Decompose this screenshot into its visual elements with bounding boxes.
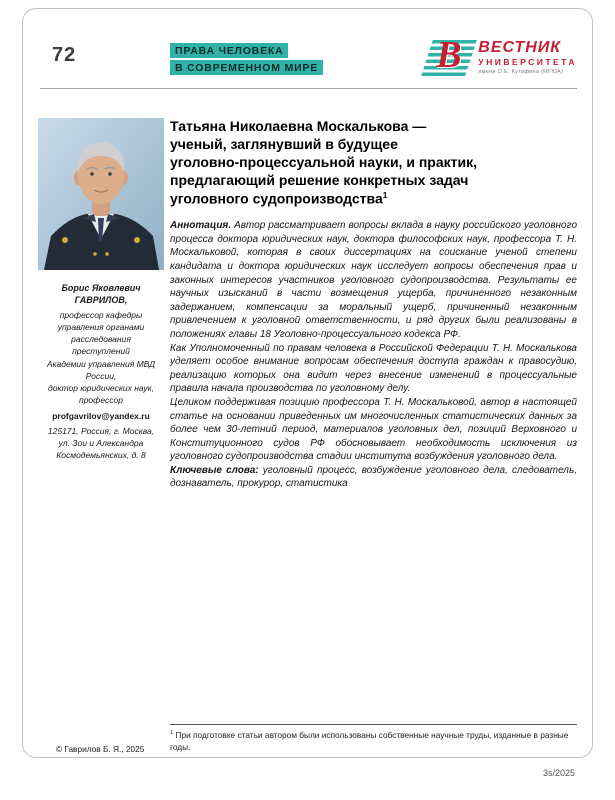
author-email: profgavrilov@yandex.ru bbox=[52, 410, 150, 421]
logo-name: ВЕСТНИК bbox=[478, 39, 562, 56]
article-column bbox=[170, 118, 577, 491]
keywords bbox=[170, 464, 577, 491]
footnote-mark: 1 bbox=[170, 730, 174, 737]
author-affiliation: профессор кафедры управления органами расследования преступлений Академии управления МВД России, доктор юридических наук, профессор bbox=[46, 310, 156, 405]
footnote-reference: 1 bbox=[382, 189, 388, 200]
author-column bbox=[38, 118, 164, 461]
logo-letter: В bbox=[436, 34, 462, 76]
section-title-line1: ПРАВА ЧЕЛОВЕКА bbox=[170, 43, 288, 58]
footnote-text: При подготовке статьи автором были использованы собственные научные труды, изданные в разные годы. bbox=[170, 730, 569, 753]
author-address: 125171, Россия, г. Москва, ул. Зои и Александра Космодемьянских, д. 8 bbox=[47, 425, 155, 460]
issue-number: 3s/2025 bbox=[542, 768, 575, 778]
article-title-text: Татьяна Николаевна Москалькова — ученый, заглянувший в будущее уголовно-процессуальной науки, и практик, предлагающий решение конкретных задач уголовного судопроизводства bbox=[170, 118, 477, 207]
journal-logo bbox=[427, 34, 577, 76]
section-title-line2: В СОВРЕМЕННОМ МИРЕ bbox=[170, 60, 323, 75]
author-photo bbox=[38, 118, 164, 270]
header-divider bbox=[40, 88, 577, 89]
article-title bbox=[170, 118, 577, 208]
abstract-text-1: Автор рассматривает вопросы вклада в науку российского уголовного процесса доктора юридических наук, доктора философских наук, профессора Т. Н. Москальковой, которая в своих диссертациях на соискание ученой степени кандидата и доктора юридических наук исследует вопросы обеспечения прав и законных интересов участников уголовного судопроизводства. Результаты ее научных изысканий в части возмещения ущерба, причиненного незаконным задержанием, компенсации за моральный ущерб, причиненный незаконным привлечением к уголовной ответственности, и ряд других были реализованы в положениях главы 18 Уголовно-процессуального кодекса РФ. bbox=[170, 220, 577, 340]
page-number: 72 bbox=[52, 44, 77, 66]
abstract-paragraph-3: Целиком поддерживая позицию профессора Т. Н. Москальковой, автор в настоящей статье на основании приведенных им многочисленных статистических данных за более чем 30-летний период, материалов уголовных дел, позиций Верховного и Конституционного судов РФ обосновывает необходимость исключения из уголовного судопроизводства стадии института возбуждения уголовного дела. bbox=[170, 396, 577, 463]
keywords-label: Ключевые слова: bbox=[170, 464, 259, 476]
abstract-label: Аннотация. bbox=[170, 220, 232, 232]
logo-tagline: имени О.Е. Кутафина (МГЮА) bbox=[478, 68, 564, 75]
keywords-text: уголовный процесс, возбуждение уголовного дела, следователь, дознаватель, прокурор, статистика bbox=[170, 464, 577, 490]
logo-subname: УНИВЕРСИТЕТА bbox=[478, 57, 577, 67]
author-name: Борис Яковлевич ГАВРИЛОВ, bbox=[61, 283, 141, 306]
logo-mark-icon bbox=[427, 34, 471, 76]
footnote bbox=[170, 724, 577, 753]
logo-text bbox=[478, 40, 577, 75]
abstract-paragraph-2: Как Уполномоченный по правам человека в Российской Федерации Т. Н. Москалькова уделяет особое внимание вопросам обеспечения доступа граждан к правосудию, реализацию которых она видит через внесение изменений в процессуальные правила начала производства по уголовному делу. bbox=[170, 342, 577, 395]
copyright: © Гаврилов Б. Я., 2025 bbox=[56, 744, 145, 754]
abstract-paragraph-1 bbox=[170, 219, 577, 341]
section-title bbox=[170, 43, 323, 77]
